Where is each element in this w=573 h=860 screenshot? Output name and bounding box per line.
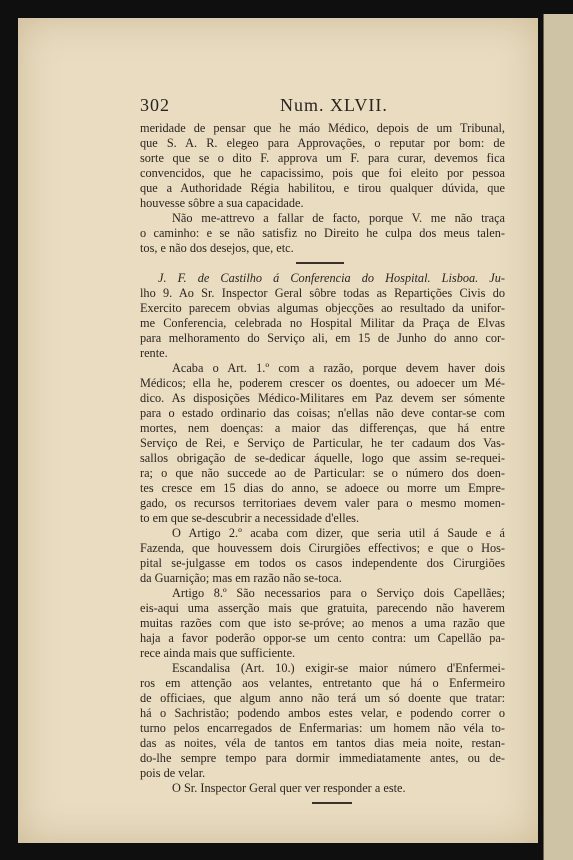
text-line: Artigo 8.º São necessarios para o Serviço dois Capellães; (172, 586, 505, 600)
text-line: Escandalisa (Art. 10.) exigir-se maior número d'Enfermei- (172, 661, 505, 675)
text-line: me Conferencia, celebrada no Hospital Militar da Praça de Elvas (140, 316, 505, 330)
text-line: O Sr. Inspector Geral quer ver responder a este. (172, 781, 406, 795)
text-line: das as noites, véla de tantos em tantos dias meia noite, restan- (140, 736, 505, 750)
text-line: o caminho: e se não satisfiz no Direito he culpa dos meus talen- (140, 226, 505, 240)
closing-rule (140, 796, 505, 811)
text-line: ros em attenção aos velantes, entretanto que há o Enfermeiro (140, 676, 505, 690)
text-line: Médicos; ella he, poderem crescer os doentes, ou adoecer um Mé- (140, 376, 505, 390)
text-line: ra; o que não succede ao de Particular: se o número dos doen- (140, 466, 505, 480)
text-line: pois de velar. (140, 766, 206, 780)
text-line: sorte que se o dito F. approva um F. para curar, devemos fica (140, 151, 505, 165)
text-line: rece ainda mais que sufficiente. (140, 646, 296, 660)
text-line: há o Sachristão; podendo ambos estes velar, e podendo correr o (140, 706, 505, 720)
text-line: muitas razões com que isto se-próve; ao menos a uma razão que (140, 616, 505, 630)
text-line: haja a favor poderão oppor-se um cento contra: um Capellão pa- (140, 631, 505, 645)
text-line: sallos obrigação de se-dedicar áquelle, logo que assim se-requei- (140, 451, 505, 465)
text-line: para o estado ordinario das coisas; n'ellas não deve contar-se com (140, 406, 505, 420)
text-line: para melhoramento do Serviço ali, em 15 de Junho do anno cor- (140, 331, 505, 345)
text-line: to em que se-descubrir a necessidade d'elles. (140, 511, 360, 525)
article-heading: J. F. de Castilho á Conferencia do Hospital. Lisboa. Ju- (158, 271, 505, 285)
text-line: que a Authoridade Régia habilitou, e tirou qualquer dúvida, que (140, 181, 505, 195)
text-line: mortes, nem doenças: a maior das differenças, que há entre (140, 421, 505, 435)
body-text (140, 121, 505, 811)
text-line: da Guarnição; mas em razão não se-toca. (140, 571, 342, 585)
text-line: dico. As disposições Médico-Militares em Paz devem ser sómente (140, 391, 505, 405)
facing-page-edge (543, 14, 573, 860)
text-line: Exercito parecem obvias algumas objecções ao resultado da unifor- (140, 301, 505, 315)
running-title: Num. XLVII. (280, 95, 388, 115)
text-line: tes cresce em 15 dias do anno, se adoece ou morre um Empre- (140, 481, 505, 495)
page-header (140, 95, 510, 119)
text-line: de officiaes, que algum anno não terá um só doente que tratar: (140, 691, 505, 705)
text-line: turno pelos encarregados de Enfermarias: um homem não véla to- (140, 721, 505, 735)
text-line: houvesse sôbre a sua capacidade. (140, 196, 304, 210)
text-line: eis-aqui uma asserção mais que gratuita, parecendo não haverem (140, 601, 505, 615)
text-line: Não me-attrevo a fallar de facto, porque V. me não traça (172, 211, 505, 225)
page-number: 302 (140, 95, 170, 115)
text-line: Acaba o Art. 1.º com a razão, porque devem haver dois (172, 361, 505, 375)
text-line: Serviço de Rei, e Serviço de Particular, he ter cadaum dos Vas- (140, 436, 505, 450)
text-line: Fazenda, que houvessem dois Cirurgiões effectivos; e que o Hos- (140, 541, 505, 555)
text-line: meridade de pensar que he máo Médico, depois de um Tribunal, (140, 121, 505, 135)
section-rule (140, 256, 505, 271)
text-line: O Artigo 2.º acaba com dizer, que seria util á Saude e á (172, 526, 505, 540)
text-line: convencidos, que he capacissimo, pois que foi eleito por pessoa (140, 166, 505, 180)
text-line: que S. A. R. elegeo para Approvações, o reputar por bom: de (140, 136, 505, 150)
text-line: pital se-julgasse em todos os casos independente dos Cirurgiões (140, 556, 505, 570)
text-line: do-lhe sempre tempo para dormir immediatamente antes, ou de- (140, 751, 505, 765)
text-line: rente. (140, 346, 168, 360)
text-line: gado, os recursos territoriaes devem valer para o mesmo momen- (140, 496, 505, 510)
text-line: lho 9. Ao Sr. Inspector Geral sôbre todas as Repartições Civis do (140, 286, 505, 300)
text-line: tos, e não dos desejos, que, etc. (140, 241, 294, 255)
